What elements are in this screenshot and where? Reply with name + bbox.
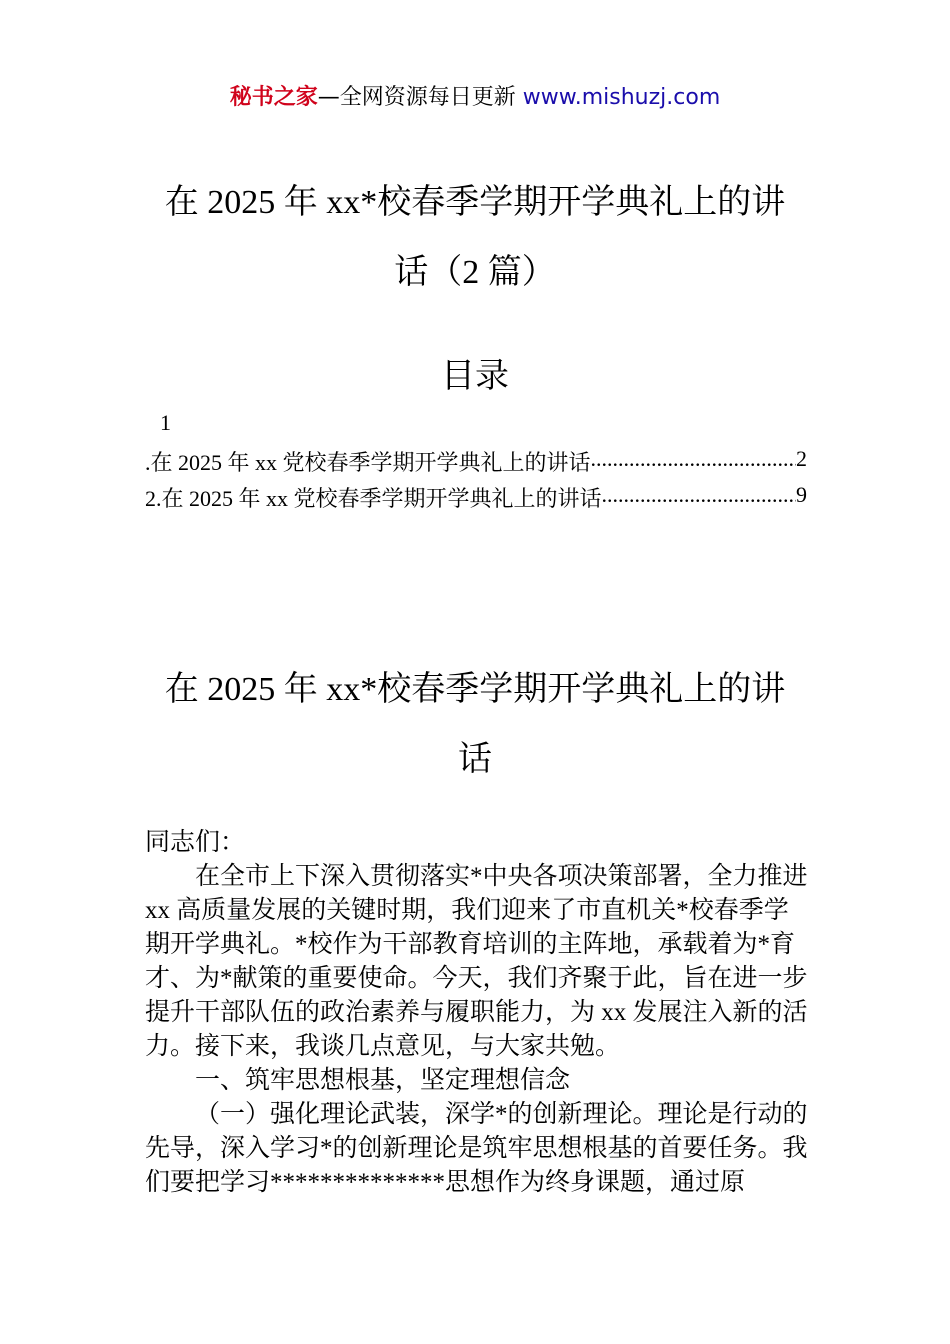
toc-item1-text: .在 2025 年 xx 党校春季学期开学典礼上的讲话	[145, 450, 591, 475]
site-header	[0, 80, 950, 111]
paragraph-1: 在全市上下深入贯彻落实*中央各项决策部署，全力推进 xx 高质量发展的关键时期，我们迎来了市直机关*校春季学期开学典礼。*校作为干部教育培训的主阵地，承载着为*育才、为*献策的重要使命。今天，我们齐聚于此，旨在进一步提升干部队伍的政治素养与履职能力，为 xx 发展注入新的活力。接下来，我谈几点意见，与大家共勉。	[145, 863, 808, 1060]
salutation: 同志们：	[145, 829, 246, 856]
section-title: 在 2025 年 xx*校春季学期开学典礼上的讲话	[164, 671, 786, 778]
toc-item1-number: 1	[160, 410, 171, 435]
brand-name: 秘书之家	[229, 85, 318, 110]
site-url-link[interactable]: www.mishuzj.com	[522, 85, 721, 110]
toc-item-2[interactable]	[145, 482, 807, 513]
toc-item-1[interactable]	[145, 446, 807, 477]
toc-heading: 目录	[441, 358, 509, 395]
toc-leader-dots	[602, 482, 796, 513]
toc-item1-page: 2	[796, 446, 807, 471]
document-title: 在 2025 年 xx*校春季学期开学典礼上的讲话（2 篇）	[164, 184, 786, 291]
toc-leader-dots	[591, 446, 796, 477]
body-content	[145, 826, 810, 1200]
heading-1: 一、筑牢思想根基，坚定理想信念	[195, 1067, 571, 1094]
toc-item2-page: 9	[796, 482, 807, 507]
paragraph-2: （一）强化理论武装，深学*的创新理论。理论是行动的先导，深入学习*的创新理论是筑牢思想根基的首要任务。我们要把学习**************思想作为终身课题，通过原	[145, 1101, 808, 1196]
header-tagline: —全网资源每日更新	[317, 85, 523, 110]
toc-item2-text: 2.在 2025 年 xx 党校春季学期开学典礼上的讲话	[145, 486, 602, 511]
